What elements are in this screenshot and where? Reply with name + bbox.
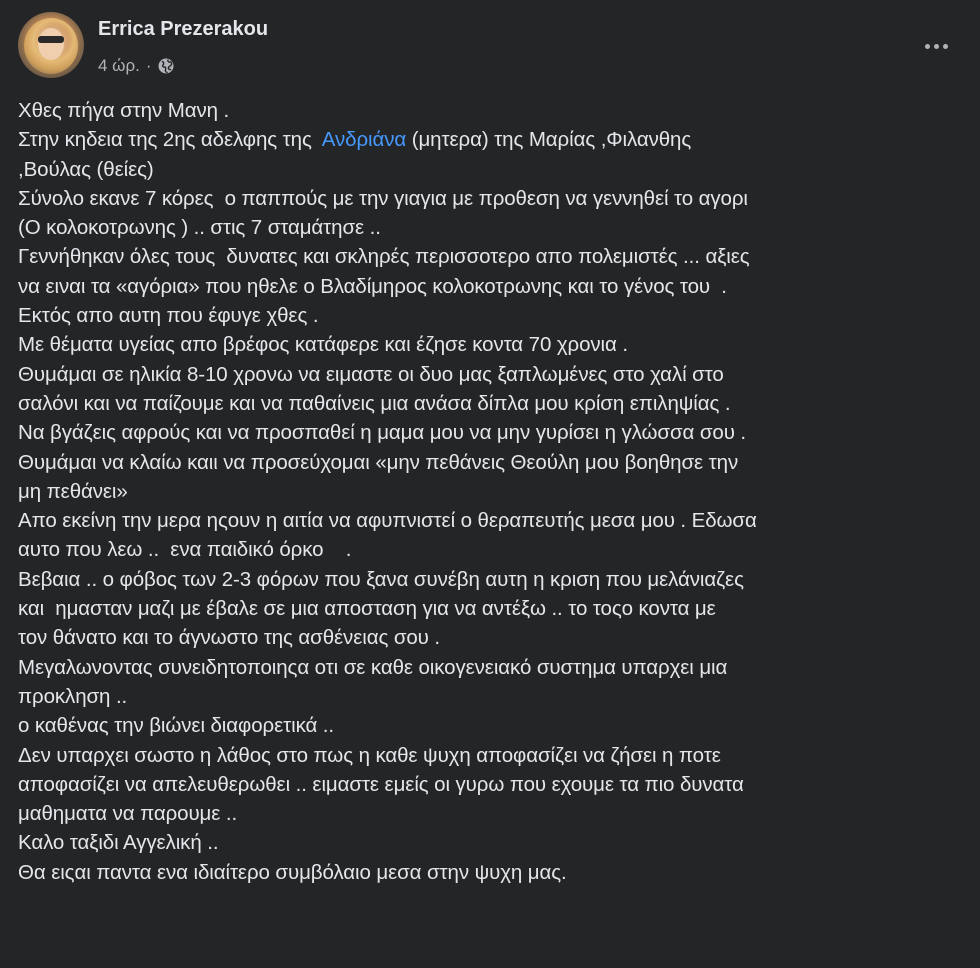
post-line: Απο εκείνη την μερα ηςουν η αιτία να αφυπνιστεί ο θεραπευτής μεσα μου . Εδωσα	[18, 509, 757, 533]
avatar-face	[38, 28, 64, 60]
post-meta	[98, 56, 174, 76]
post-line: Γεννήθηκαν όλες τους δυνατες και σκληρές περισσοτερο απο πολεμιστές ... αξιες	[18, 245, 750, 269]
post-time[interactable]: 4 ώρ.	[98, 56, 140, 75]
post-line: προκληση ..	[18, 684, 128, 708]
post-header	[18, 12, 962, 82]
post-line: Εκτός απο αυτη που έφυγε χθες .	[18, 304, 319, 328]
post-line-text: Στην κηδεια της 2ης αδελφης της	[18, 128, 318, 152]
post-line: ο καθένας την βιώνει διαφορετικά ..	[18, 714, 335, 738]
more-options-icon[interactable]	[918, 34, 954, 58]
post-line: Μεγαλωνοντας συνειδητοποιηςα οτι σε καθε οικογενειακό συστημα υπαρχει μια	[18, 655, 728, 679]
post-line: αποφασίζει να απελευθερωθει .. ειμαστε εμείς οι γυρω που εχουμε τα πιο δυνατα	[18, 772, 744, 796]
post-line: Να βγάζεις αφρούς και να προσπαθεί η μαμα μου να μην γυρίσει η γλώσσα σου .	[18, 421, 747, 445]
post-line: μη πεθάνει»	[18, 479, 128, 503]
post-line: να ειναι τα «αγόρια» που ηθελε ο Βλαδίμηρος κολοκοτρωνης και το γένος του .	[18, 274, 727, 298]
post-line: σαλόνι και να παίζουμε και να παθαίνεις μια ανάσα δίπλα μου κρίση επιληψίας .	[18, 391, 731, 415]
meta-separator: ·	[145, 56, 152, 75]
post-line: και ημασταν μαζι με έβαλε σε μια αποσταση για να αντέξω .. το τοςο κοντα με	[18, 597, 716, 621]
post-line: τον θάνατο και το άγνωστο της ασθένειας σου .	[18, 626, 440, 650]
post-line: Με θέματα υγείας απο βρέφος κατάφερε και έζησε κοντα 70 χρονια .	[18, 333, 628, 357]
dot-icon	[943, 44, 948, 49]
globe-icon[interactable]	[158, 58, 174, 74]
avatar-glasses	[38, 36, 64, 43]
post-line: μαθηματα να παρουμε ..	[18, 802, 238, 826]
dot-icon	[925, 44, 930, 49]
post-line: Σύνολο εκανε 7 κόρες ο παππούς με την γιαγια με προθεση να γεννηθεί το αγορι	[18, 186, 748, 210]
post-line-text: (μητερα) της Μαρίας ,Φιλανθης	[406, 128, 692, 152]
post-line: Χθες πήγα στην Μανη .	[18, 99, 230, 122]
post-line: Καλο ταξιδι Αγγελική ..	[18, 831, 219, 855]
author-avatar[interactable]	[18, 12, 84, 78]
post-line: Δεν υπαρχει σωστο η λάθος στο πως η καθε ψυχη αποφασίζει να ζήσει η ποτε	[18, 743, 721, 767]
dot-icon	[934, 44, 939, 49]
post-line: (Ο κολοκοτρωνης ) .. στις 7 σταμάτησε ..	[18, 216, 381, 240]
post-line: αυτο που λεω .. ενα παιδικό όρκο .	[18, 538, 352, 562]
post-line: Θυμάμαι σε ηλικία 8-10 χρονω να ειμαστε οι δυο μας ξαπλωμένες στο χαλί στο	[18, 362, 724, 386]
post-line: ,Βούλας (θείες)	[18, 157, 154, 181]
post-body	[18, 96, 968, 887]
author-name[interactable]: Errica Prezerakou	[98, 18, 269, 40]
mention-link[interactable]: Ανδριάνα	[321, 128, 407, 152]
post-line: Θυμάμαι να κλαίω καιι να προσεύχομαι «μην πεθάνεις Θεούλη μου βοηθησε την	[18, 450, 739, 474]
post-line	[18, 125, 968, 154]
post-line: Βεβαια .. ο φόβος των 2-3 φόρων που ξανα συνέβη αυτη η κριση που μελάνιαζες	[18, 567, 744, 591]
post-line: Θα ειςαι παντα ενα ιδιαίτερο συμβόλαιο μεσα στην ψυχη μας.	[18, 860, 567, 884]
